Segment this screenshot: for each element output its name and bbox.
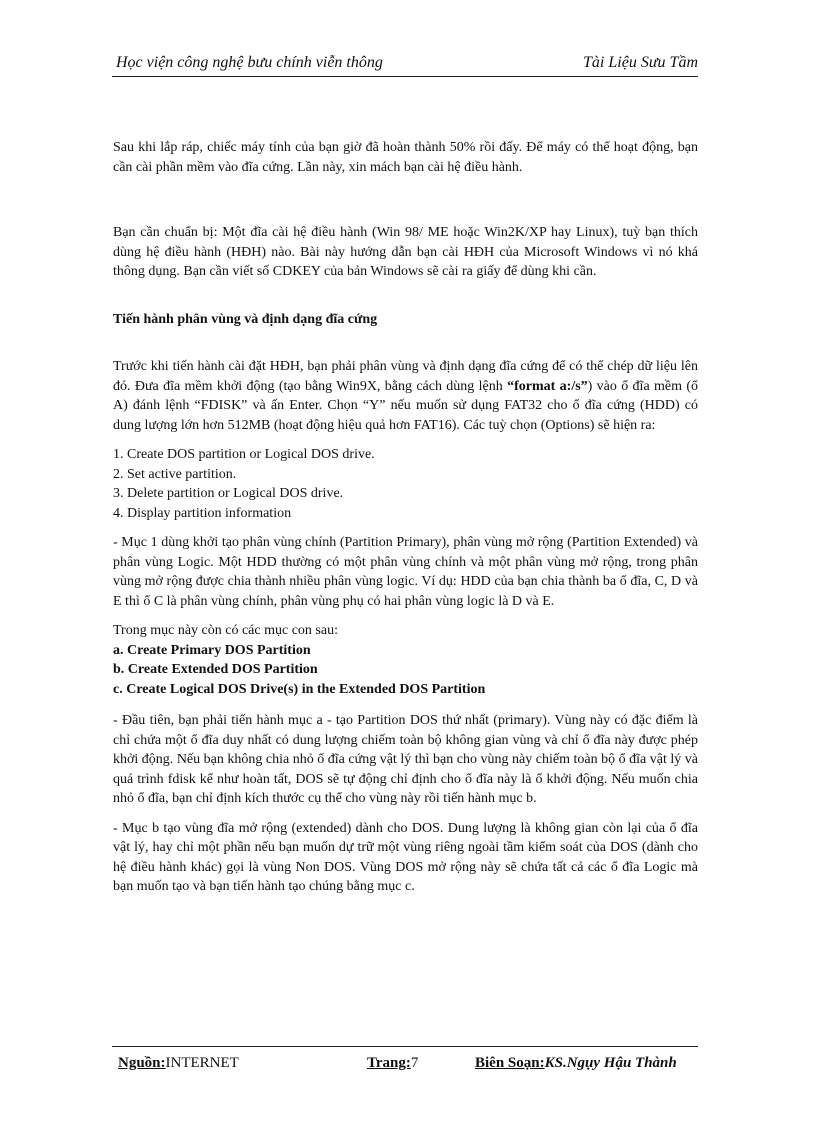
option-item: 1. Create DOS partition or Logical DOS drive. (113, 447, 375, 462)
footer-author-label: Biên Soạn: (475, 1055, 545, 1071)
document-body (113, 138, 698, 897)
page-footer (112, 1046, 698, 1075)
page-header (112, 52, 698, 77)
header-institution: Học viện công nghệ bưu chính viễn thông (116, 54, 383, 71)
option-item: 2. Set active partition. (113, 466, 237, 482)
footer-source (118, 1055, 239, 1072)
footer-source-label: Nguồn: (118, 1055, 166, 1071)
footer-page-label: Trang: (367, 1055, 411, 1071)
intro-paragraph: Sau khi lắp ráp, chiếc máy tính của bạn giờ đã hoàn thành 50% rồi đấy. Để máy có thể hoạt động, bạn cần cài phần mềm vào đĩa cứng. Lần này, xin mách bạn cài hệ điều hành. (113, 140, 698, 175)
muc1-paragraph: - Mục 1 dùng khởi tạo phân vùng chính (Partition Primary), phân vùng mở rộng (Partition Extended) và phân vùng Logic. Một HDD thường có một phân vùng chính và một phân vùng mở rộng, trong phân vùng mở rộng được chia thành nhiều phân vùng logic. Ví dụ: HDD của bạn chia thành ba ổ đĩa, C, D và E thì ổ C là phân vùng chính, phân vùng phụ có hai phân vùng logic là D và E. (113, 535, 698, 609)
primary-partition-paragraph: - Đầu tiên, bạn phải tiến hành mục a - tạo Partition DOS thứ nhất (primary). Vùng này có đặc điểm là chỉ chứa một ổ đĩa duy nhất có dung lượng chiếm toàn bộ không gian vùng và chỉ ổ đĩa này được phép khởi động. Nếu bạn không chia nhỏ ổ đĩa cứng vật lý thì bạn cho vùng này chiếm toàn bộ ổ đĩa vật lý và quá trình fdisk kể như hoàn tất, DOS sẽ tự động chỉ định cho ổ đĩa này là ổ khởi động. Nếu muốn chia nhỏ ổ đĩa, bạn chỉ định kích thước cụ thể cho vùng này rồi tiến hành mục b. (113, 713, 698, 806)
footer-author (475, 1055, 677, 1072)
fdisk-paragraph (113, 357, 698, 435)
fdisk-text-a: Trước khi tiến hành cài đặt HĐH, bạn phải phân vùng và định dạng đĩa cứng để có thể chép dữ liệu lên đó. Đưa đĩa mềm khởi động (tạo bằng Win9X, bằng cách dùng lệnh (113, 359, 698, 394)
submenu-item: b. Create Extended DOS Partition (113, 662, 318, 677)
submenu-item: c. Create Logical DOS Drive(s) in the Extended DOS Partition (113, 681, 486, 697)
footer-source-value: INTERNET (165, 1055, 239, 1071)
submenu-list (113, 641, 698, 700)
option-item: 3. Delete partition or Logical DOS drive. (113, 486, 344, 501)
options-list (113, 445, 698, 523)
section-heading: Tiến hành phân vùng và định dạng đĩa cứng (113, 311, 378, 327)
prepare-paragraph: Bạn cần chuẩn bị: Một đĩa cài hệ điều hành (Win 98/ ME hoặc Win2K/XP hay Linux), tuỳ bạn thích dùng hệ điều hành (HĐH) nào. Bài này hướng dẫn bạn cài HĐH của Microsoft Windows vì nó khá thông dụng. Bạn cần viết số CDKEY của bản Windows sẽ cài ra giấy để dùng khi cần. (113, 225, 698, 279)
footer-author-value: KS.Ngụy Hậu Thành (544, 1055, 677, 1071)
header-doc-type: Tài Liệu Sưu Tầm (583, 54, 698, 71)
format-command: “format a:/s” (507, 378, 588, 394)
footer-page-number: 7 (410, 1055, 419, 1071)
extended-partition-paragraph: - Mục b tạo vùng đĩa mở rộng (extended) dành cho DOS. Dung lượng là không gian còn lại của ổ đĩa vật lý, hay chỉ một phần nếu bạn muốn dự trữ một vùng riêng ngoài tầm kiểm soát của DOS (dành cho hệ điều hành khác) gọi là vùng Non DOS. Vùng DOS mở rộng này sẽ chứa tất cả các ổ đĩa Logic mà bạn muốn tạo và bạn tiến hành tạo chúng bằng mục c. (113, 820, 698, 894)
submenu-item: a. Create Primary DOS Partition (113, 642, 311, 658)
submenu-intro: Trong mục này còn có các mục con sau: (113, 623, 338, 638)
option-item: 4. Display partition information (113, 505, 292, 521)
fdisk-text-b: ) vào ổ đĩa mềm (ổ A) đánh lệnh “FDISK” và ấn Enter. Chọn “Y” nếu muốn sử dụng FAT32 cho ổ đĩa cứng (HDD) có dung lượng lớn hơn 512MB (hoạt động hiệu quả hơn FAT16). Các tuỳ chọn (Options) sẽ hiện ra: (113, 378, 699, 433)
footer-page (367, 1055, 418, 1072)
